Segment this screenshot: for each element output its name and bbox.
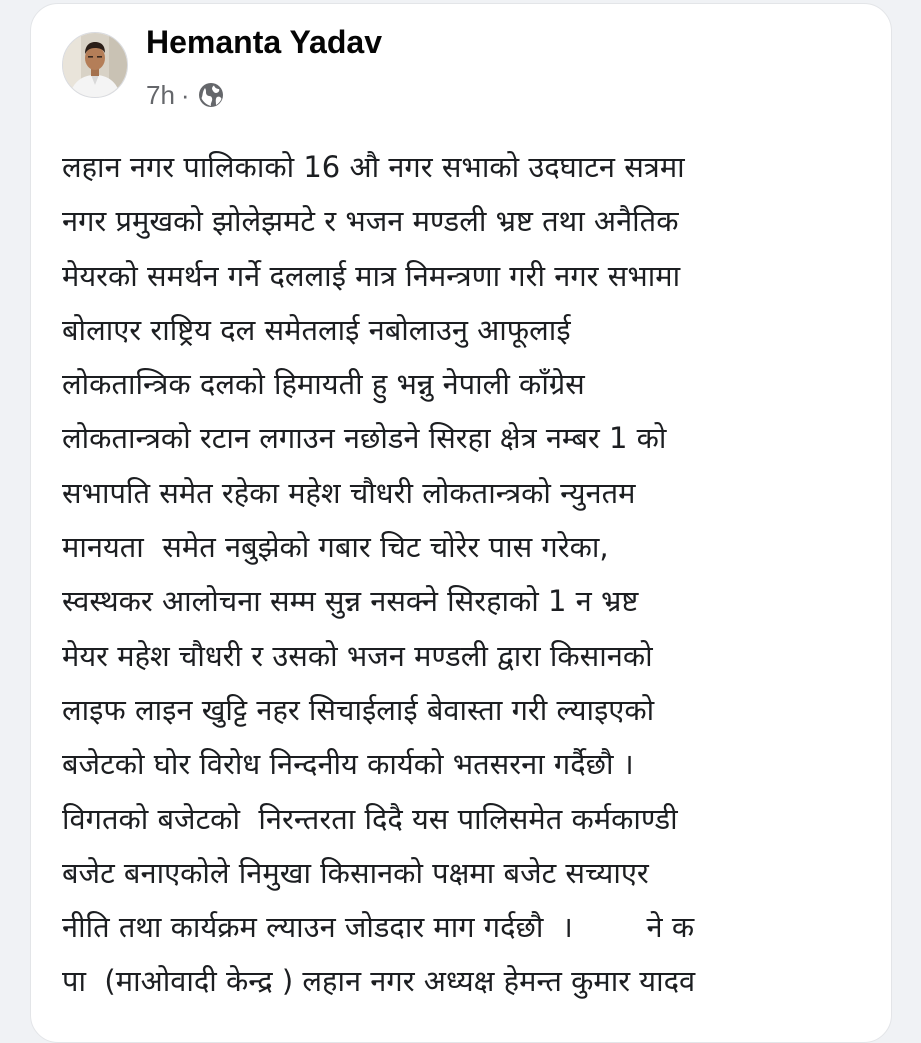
post-text-line: मानयता समेत नबुझेको गबार चिट चोरेर पास गरेका,: [62, 530, 609, 565]
post-text-line: बजेटको घोर विरोध निन्दनीय कार्यको भतसरना गर्दैछौ ।: [62, 747, 634, 782]
post-text-line: विगतको बजेटको निरन्तरता दिदै यस पालिसमेत कर्मकाण्डी: [62, 801, 678, 836]
post-text-line: नीति तथा कार्यक्रम ल्याउन जोडदार माग गर्दछौ । ने क: [62, 910, 695, 945]
post-timestamp[interactable]: 7h: [146, 79, 175, 110]
author-name-link[interactable]: Hemanta Yadav: [146, 24, 382, 60]
post-text-line: लाइफ लाइन खुट्टि नहर सिचाईलाई बेवास्ता गरी ल्याइएको: [62, 692, 655, 727]
post-text-line: पा (माओवादी केन्द्र ) लहान नगर अध्यक्ष हेमन्त कुमार यादव: [62, 964, 696, 999]
globe-icon[interactable]: [198, 82, 224, 108]
post-text-line: लहान नगर पालिकाको 16 औ नगर सभाको उदघाटन सत्रमा: [62, 150, 685, 184]
meta-separator: ·: [180, 79, 190, 110]
post-text-line: लोकतान्त्रको रटान लगाउन नछोडने सिरहा क्षेत्र नम्बर 1 को: [62, 421, 667, 456]
post-text-line: नगर प्रमुखको झोलेझमटे र भजन मण्डली भ्रष्ट तथा अनैतिक: [62, 204, 679, 239]
post-text-line: लोकतान्त्रिक दलको हिमायती हु भन्नु नेपाली काँग्रेस: [62, 367, 585, 402]
post-text-line: सभापति समेत रहेका महेश चौधरी लोकतान्त्रको न्युनतम: [62, 475, 636, 510]
post-meta: [146, 78, 224, 112]
post-text-line: मेयरको समर्थन गर्ने दललाई मात्र निमन्त्रणा गरी नगर सभामा: [62, 258, 681, 293]
post-text-line: स्वस्थकर आलोचना सम्म सुन्न नसक्ने सिरहाको 1 न भ्रष्ट: [62, 584, 639, 619]
post-text-line: मेयर महेश चौधरी र उसको भजन मण्डली द्वारा किसानको: [62, 638, 653, 673]
post-text: [62, 140, 882, 1009]
post-text-line: बोलाएर राष्ट्रिय दल समेतलाई नबोलाउनु आफूलाई: [62, 312, 571, 347]
author-avatar[interactable]: [62, 32, 128, 98]
post-text-line: बजेट बनाएकोले निमुखा किसानको पक्षमा बजेट सच्याएर: [62, 855, 649, 890]
avatar-photo-icon: [63, 33, 127, 97]
